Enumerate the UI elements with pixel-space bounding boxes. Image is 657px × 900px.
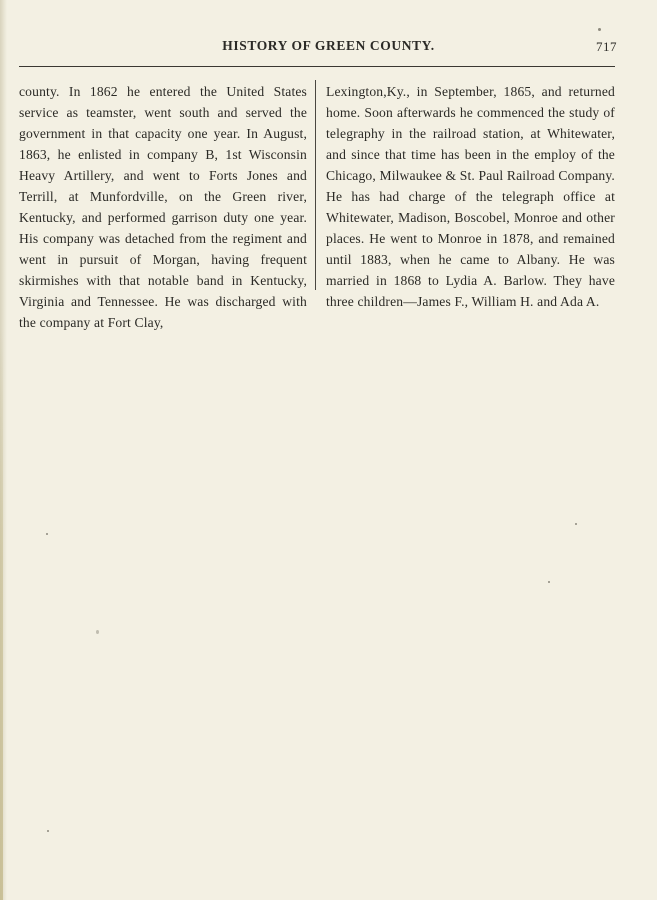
page-header	[0, 38, 657, 60]
paper-speck	[575, 523, 577, 525]
left-column-text: county. In 1862 he entered the United States service as teamster, went south and served the government in that capacity one year. In August, 1863, he enlisted in company B, 1st Wisconsin Heavy Artillery, and went to Forts Jones and Terrill, at Munfordville, on the Green river, Kentucky, and performed garrison duty one year. His company was detached from the regiment and went in pursuit of Morgan, having frequent skirmishes with that notable band in Kentucky, Virginia and Tennessee. He was discharged with the company at Fort Clay,	[19, 84, 307, 330]
column-divider	[315, 80, 316, 290]
running-head: HISTORY OF GREEN COUNTY.	[222, 38, 435, 53]
paper-speck	[96, 630, 99, 634]
paper-speck	[47, 830, 49, 832]
right-column-text: Lexington,Ky., in September, 1865, and returned home. Soon afterwards he commenced the study of telegraphy in the railroad station, at Whitewater, and since that time has been in the employ of the Chicago, Milwaukee & St. Paul Railroad Company. He has had charge of the telegraph office at Whitewater, Madison, Boscobel, Monroe and other places. He went to Monroe in 1878, and remained until 1883, when he came to Albany. He was married in 1868 to Lydia A. Barlow. They have three children—James F., William H. and Ada A.	[326, 84, 615, 309]
paper-speck	[548, 581, 550, 583]
paper-speck	[598, 28, 601, 31]
page-number: 717	[596, 39, 617, 54]
page-edge-stain	[0, 330, 3, 900]
header-rule	[19, 66, 615, 67]
paper-speck	[46, 533, 48, 535]
